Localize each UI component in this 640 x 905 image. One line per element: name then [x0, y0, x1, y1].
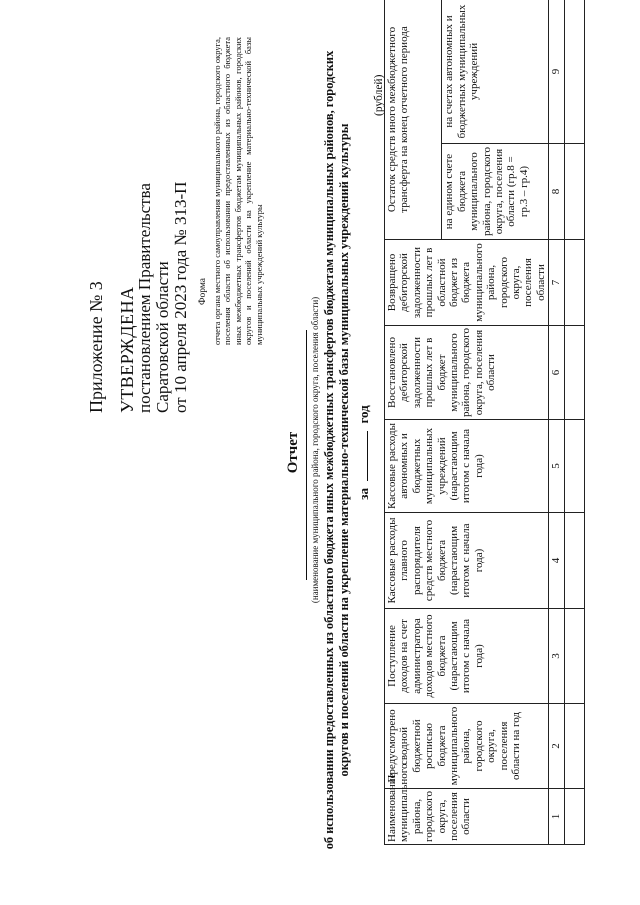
name-caption: (наименование муниципального района, городского округа, поселения области) — [310, 296, 320, 604]
appendix-label: Приложение № 3 — [86, 281, 106, 413]
approved-line: Саратовской области — [153, 261, 172, 413]
column-number: 7 — [549, 240, 564, 326]
column-header: Кассовые расходы автономных и бюджетных муниципальных учреждений (нарастающим итогом с начала года) — [385, 420, 549, 513]
period-prefix: за — [356, 488, 371, 500]
column-number: 6 — [549, 326, 564, 420]
column-header: на едином счете бюджета муниципального района, городского округа, поселения области (гр.8 = гр.3 – гр.4) — [442, 144, 549, 240]
column-number-row — [549, 0, 564, 845]
column-number: 2 — [549, 704, 564, 789]
name-underline — [306, 330, 307, 580]
column-header: Предусмотрено сводной бюджетной росписью бюджета муниципального района, городского округа, поселения области на год — [385, 704, 549, 789]
table-cell — [564, 513, 584, 609]
column-number: 5 — [549, 420, 564, 513]
period-blank — [356, 431, 368, 481]
column-number: 9 — [549, 0, 564, 144]
table-cell — [564, 789, 584, 845]
column-number: 4 — [549, 513, 564, 609]
column-header: Кассовые расходы главного распорядителя средств местного бюджета (нарастающим итогом с начала года) — [385, 513, 549, 609]
table-cell — [564, 326, 584, 420]
form-label: Форма — [198, 277, 208, 305]
column-header: Восстановлено дебиторской задолженности прошлых лет в бюджет муниципального района, городского округа, поселения области — [385, 326, 549, 420]
column-header: Поступление доходов на счет администратора доходов местного бюджета (нарастающим итогом с начала года) — [385, 609, 549, 704]
table-cell — [564, 704, 584, 789]
column-number: 3 — [549, 609, 564, 704]
table-header-row — [385, 0, 442, 845]
column-header: на счетах автономных и бюджетных муниципальных учреждений — [442, 0, 549, 144]
report-period — [356, 0, 372, 905]
table-cell — [564, 609, 584, 704]
approval-block — [118, 182, 190, 413]
column-number: 8 — [549, 144, 564, 240]
table-cell — [564, 144, 584, 240]
table-row — [564, 0, 584, 845]
form-description: отчета органа местного самоуправления муниципального района, городского округа, поселения области об использовании предоставленных из областного бюджета иных межбюджетных трансфертов бюджетам муниципальных районов, городских округов и поселений области на укрепление материально-технической базы муниципальных учреждений культуры — [212, 37, 264, 345]
approved-line: постановлением Правительства — [135, 183, 154, 413]
column-header: Наименование муниципального района, городского округа, поселения области — [385, 789, 549, 845]
column-number: 1 — [549, 789, 564, 845]
units-label: (рублей) — [373, 74, 385, 116]
column-header: Возвращено дебиторской задолженности прошлых лет в областной бюджет из бюджета муниципального района, городского округа, поселения области — [385, 240, 549, 326]
table-cell — [564, 420, 584, 513]
period-suffix: год — [356, 405, 371, 424]
table-cell — [564, 0, 584, 144]
approved-line: от 10 апреля 2023 года № 313-П — [171, 181, 190, 413]
report-subtitle: об использовании предоставленных из областного бюджета иных межбюджетных трансфертов бюджетам муниципальных районов, городских округов и поселений области на укрепление материально-технической базы муниципальных учреждений культуры — [322, 50, 351, 850]
remainder-group-header: Остаток средств иного межбюджетного трансферта на конец отчетного периода — [385, 0, 442, 240]
report-title: Отчет — [285, 431, 301, 474]
table-cell — [564, 240, 584, 326]
approved-title: УТВЕРЖДЕНА — [117, 286, 137, 413]
report-table — [384, 0, 585, 845]
